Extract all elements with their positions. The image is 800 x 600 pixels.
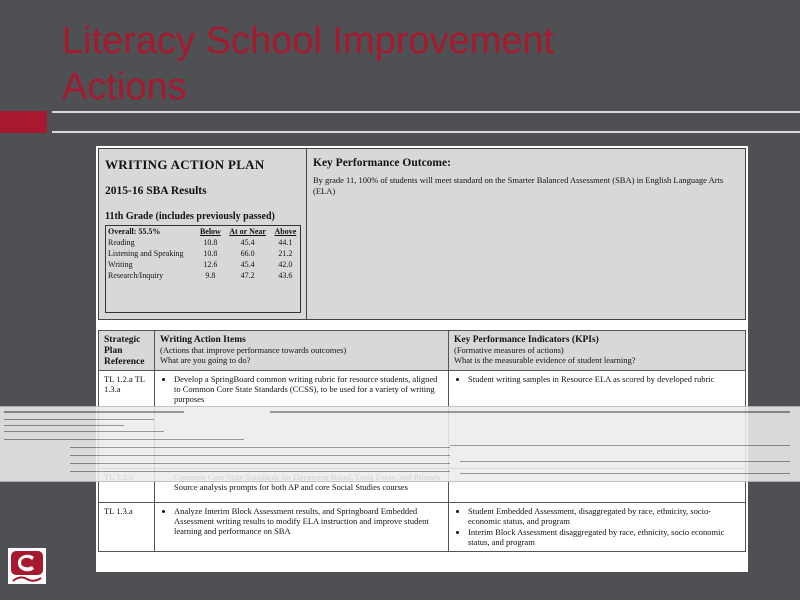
score-table <box>105 225 301 313</box>
slide-title <box>62 18 762 110</box>
col-writing-action-items: Writing Action Items (Actions that improve performance towards outcomes) What are you going to do? <box>155 331 449 371</box>
table-row: TL 1.3.a • Analyze Interim Block Assessment results, and Springboard Embedded Assessment writing results to modify ELA instruction and improve student learning and performance on SBA • Student Embedded Assessment, disaggregated by race, ethnicity, socio-economic status, and program • Interim Block Assessment disaggregated by race, ethnicity, socio economic status, and program <box>99 503 746 552</box>
grade-title: 11th Grade (includes previously passed) <box>105 211 275 222</box>
kpo-text: By grade 11, 100% of students will meet standard on the Smarter Balanced Assessment (SBA) in English Language Arts (ELA) <box>313 175 724 196</box>
score-row: Writing 12.6 45.4 42.0 <box>108 260 293 269</box>
score-row: Reading 10.8 45.4 44.1 <box>108 238 293 247</box>
school-logo-icon <box>8 548 46 584</box>
kpo-panel <box>307 149 745 319</box>
kpo-title: Key Performance Outcome: <box>313 157 451 169</box>
sba-results-title: 2015-16 SBA Results <box>105 185 207 197</box>
plan-header-box <box>98 148 746 320</box>
col-kpis: Key Performance Indicators (KPIs) (Formative measures of actions) What is the measurable evidence of student learning? <box>449 331 746 371</box>
title-accent-bar <box>0 111 47 133</box>
col-at-or-near: At or Near <box>229 227 266 236</box>
col-above: Above <box>274 227 297 236</box>
sba-results-panel <box>99 149 307 319</box>
document-image <box>96 146 748 572</box>
table-row: Source analysis prompts for both AP and core Social Studies courses <box>99 469 746 503</box>
overlay-image-artifact <box>0 406 800 482</box>
writing-action-plan-heading: WRITING ACTION PLAN <box>105 157 265 172</box>
slide-title-line2: Actions <box>62 66 187 108</box>
overall-label: Overall: 55.5% <box>108 227 161 236</box>
table-row: TL 1.2.a TL 1.3.a • Develop a SpringBoard common writing rubric for resource students, aligned to Common Core State Standards (CCSS), to be used for a variety of writing purposes • Student writing samples in Resource ELA as scored by developed rubric <box>99 371 746 469</box>
col-strategic-plan-ref: Strategic Plan Reference <box>99 331 155 371</box>
title-divider <box>52 111 800 133</box>
slide-title-line1: Literacy School Improvement <box>62 20 555 62</box>
score-row: Research/Inquiry 9.8 47.2 43.6 <box>108 271 293 280</box>
score-row: Listening and Speaking 10.8 66.0 21.2 <box>108 249 293 258</box>
col-below: Below <box>199 227 221 236</box>
